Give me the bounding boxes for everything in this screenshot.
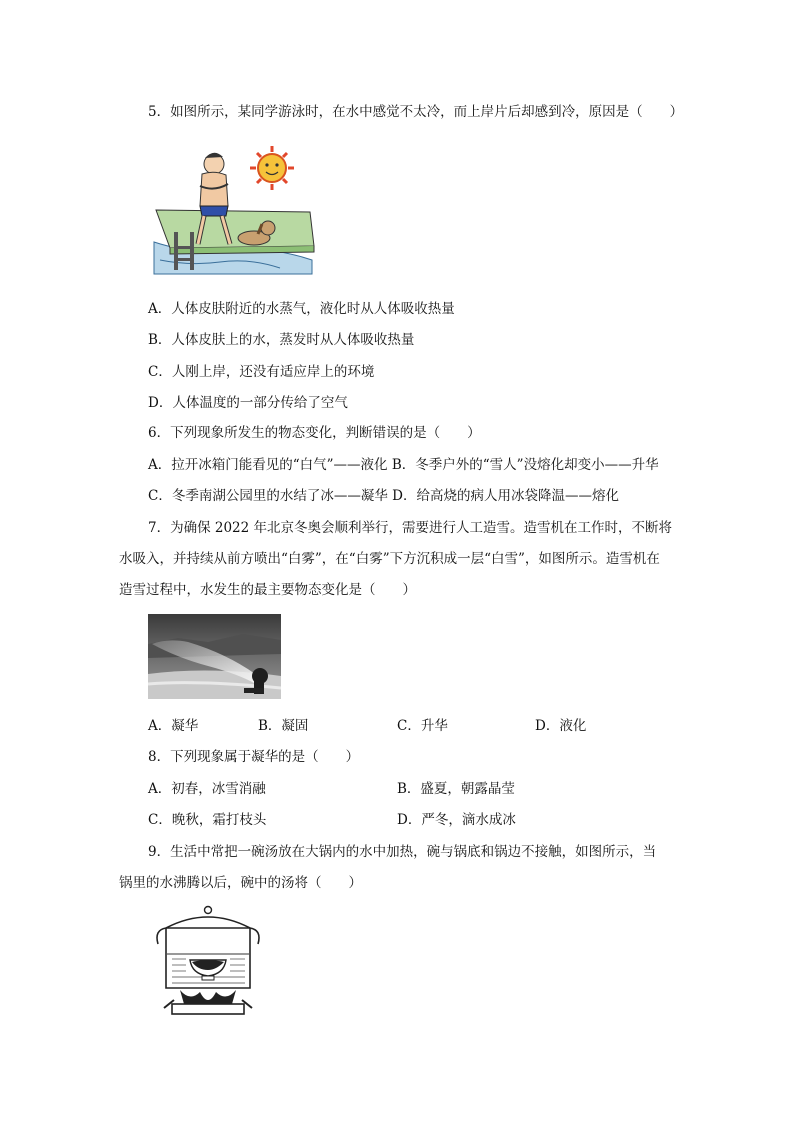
- q8-option-a: A．初春，冰雪消融: [148, 781, 266, 797]
- q7-stem-line3: 造雪过程中，水发生的最主要物态变化是（ ）: [119, 582, 416, 598]
- q6-stem: 6．下列现象所发生的物态变化，判断错误的是（ ）: [148, 425, 481, 441]
- q5-option-c: C．人刚上岸，还没有适应岸上的环境: [148, 364, 375, 380]
- q7-option-b: B．凝固: [258, 718, 309, 734]
- q7-stem-line2: 水吸入，并持续从前方喷出“白雾”，在“白雾”下方沉积成一层“白雪”，如图所示。造雪机在: [119, 551, 660, 567]
- q7-option-a: A．凝华: [148, 718, 199, 734]
- q8-option-c: C．晚秋，霜打枝头: [148, 812, 267, 828]
- q5-option-b: B．人体皮肤上的水，蒸发时从人体吸收热量: [148, 332, 415, 348]
- q5-option-d: D．人体温度的一部分传给了空气: [148, 395, 348, 411]
- q7-stem-line1: 7．为确保 2022 年北京冬奥会顺利举行，需要进行人工造雪。造雪机在工作时，不断将: [148, 520, 673, 536]
- q6-options-row2: C．冬季南湖公园里的水结了冰——凝华 D．给高烧的病人用冰袋降温——熔化: [148, 488, 619, 504]
- q8-option-b: B．盛夏，朝露晶莹: [397, 781, 515, 797]
- q5-option-a: A．人体皮肤附近的水蒸气，液化时从人体吸收热量: [148, 301, 455, 317]
- snow-machine-photo: [148, 614, 281, 699]
- swimmer-figure: [150, 142, 315, 277]
- q9-stem-line1: 9．生活中常把一碗汤放在大锅内的水中加热，碗与锅底和锅边不接触，如图所示，当: [148, 844, 657, 860]
- q9-stem-line2: 锅里的水沸腾以后，碗中的汤将（ ）: [119, 875, 362, 891]
- q8-option-d: D．严冬，滴水成冰: [397, 812, 516, 828]
- q7-option-c: C．升华: [397, 718, 448, 734]
- q5-stem: 5．如图所示，某同学游泳时，在水中感觉不太冷，而上岸片后却感到冷，原因是（ ）: [148, 104, 684, 120]
- q7-option-d: D．液化: [535, 718, 587, 734]
- pot-bowl-figure: [150, 904, 270, 1016]
- q6-options-row1: A．拉开冰箱门能看见的“白气”——液化 B．冬季户外的“雪人”没熔化却变小——升华: [148, 457, 659, 473]
- q8-stem: 8．下列现象属于凝华的是（ ）: [148, 749, 360, 765]
